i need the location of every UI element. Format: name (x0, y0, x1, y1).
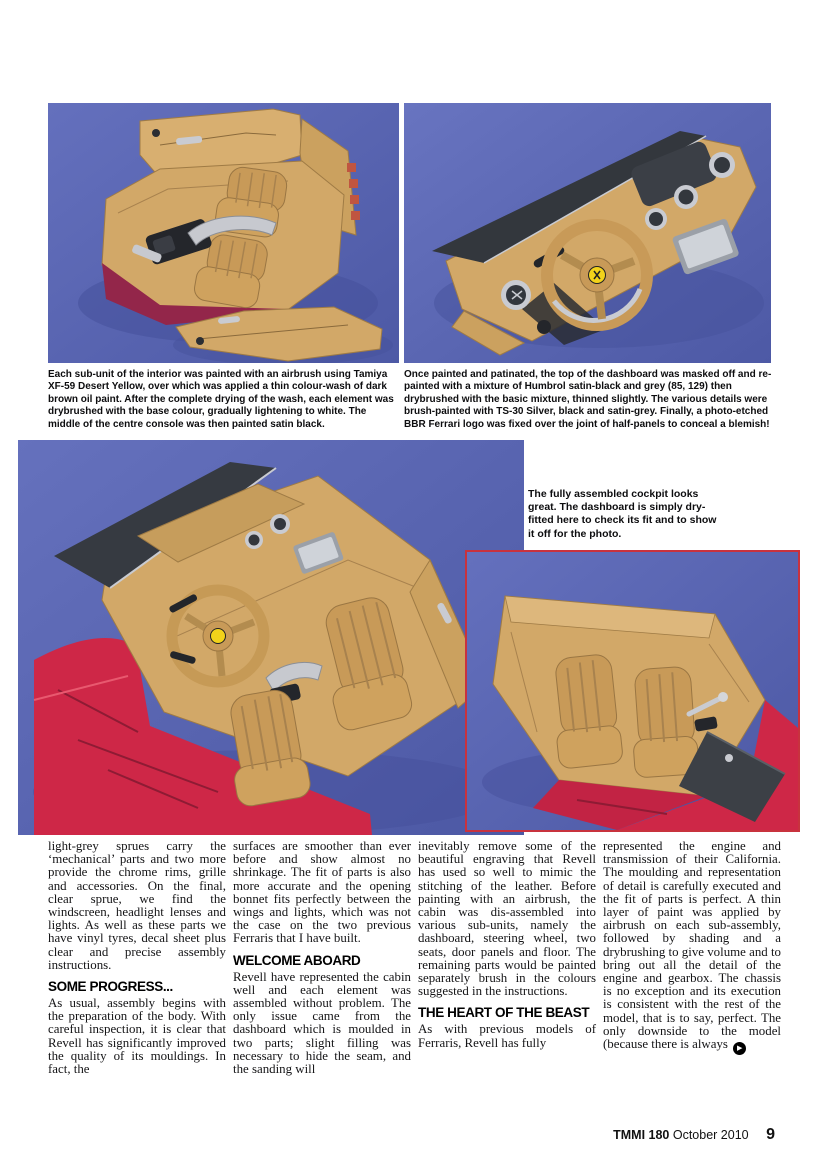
footer-magazine-title: TMMI 180 (613, 1128, 670, 1142)
photo-assembled-cockpit (18, 440, 524, 835)
section-heading-welcome-aboard: WELCOME ABOARD (233, 952, 361, 968)
article-paragraph: inevitably remove some of the beautiful engraving that Revell has used so well to mimic the stitching of the leather. Before painting with an airbrush, the cabin was dis-assembled into various sub-units, namely the dashboard, steering wheel, two seats, door panels and floor. The remaining parts would be painted separately brush in the colours suggested in the instructions. (418, 839, 596, 999)
article-paragraph: light-grey sprues carry the ‘mechanical’ parts and two more provide the chrome rims, grille and accessories. On the final, clear sprue, we find the windscreen, headlight lenses and lights. As well as these parts we have vinyl tyres, decal sheet plus clear and precise assembly instructions. (48, 839, 226, 972)
section-heading-some-progress: SOME PROGRESS... (48, 979, 173, 995)
photo-interior-subunits (48, 103, 399, 363)
assembled-cockpit-image (18, 440, 524, 835)
caption-assembled-cockpit: The fully assembled cockpit looks great. The dashboard is simply dry-fitted here to check its fit and to show it off for the photo. (528, 488, 717, 540)
article-column-2 (233, 840, 411, 1076)
section-heading-heart-of-the-beast: THE HEART OF THE BEAST (418, 1005, 590, 1021)
caption-dashboard: Once painted and patinated, the top of the dashboard was masked off and re-painted with a mixture of Humbrol satin-black and grey (85, 129) then drybrushed with the basic mixture, thinned slightly. The various details were brush-painted with TS-30 Silver, black and satin-grey. Finally, a photo-etched BBR Ferrari logo was fixed over the joint of half-panels to conceal a blemish! (404, 369, 772, 430)
article-paragraph: Revell have represented the cabin well and each element was assembled without problem. The only issue came from the dashboard which is moulded in two parts; slight filling was necessary to hide the seam, and the sanding will (233, 969, 411, 1077)
cockpit-inset-image (467, 552, 798, 830)
footer-issue-date: October 2010 (672, 1128, 749, 1142)
article-paragraph: represented the engine and transmission of their California. The moulding and representation of detail is carefully executed and the fit of parts is perfect. A thin layer of paint was applied by airbrush on each sub-assembly, followed by shading and a drybrushing to give volume and to bring out all the detail of the engine and gearbox. The chassis is no exception and its execution is consistent with the rest of the model, that is to say, perfect. The only downside to the model (because there is always ▶ (603, 840, 781, 1055)
article-paragraph: As with previous models of Ferraris, Revell has fully (418, 1022, 596, 1050)
continued-arrow-icon: ▶ (733, 1042, 746, 1055)
dashboard-image (404, 103, 771, 363)
article-paragraph: surfaces are smoother than ever before and show almost no shrinkage. The fit of parts is also more accurate and the opening bonnet fits perfectly between the wings and lights, which was not the case on the two previous Ferraris that I have built. (233, 839, 411, 946)
caption-interior-subunits: Each sub-unit of the interior was painted with an airbrush using Tamiya XF-59 Desert Yellow, over which was applied a thin colour-wash of dark brown oil paint. After the complete drying of the wash, each element was drybrushed with the base colour, gradually lightening to white. The middle of the centre console was then painted satin black. (48, 369, 394, 430)
article-column-3 (418, 840, 596, 1050)
article-column-4 (603, 840, 781, 1055)
photo-cockpit-inset (465, 550, 800, 832)
photo-dashboard (404, 103, 771, 363)
page-footer (613, 1126, 775, 1144)
article-paragraph: As usual, assembly begins with the preparation of the body. With careful inspection, it is clear that Revell has significantly improved the quality of its mouldings. In fact, the (48, 996, 226, 1077)
interior-subunits-image (48, 103, 399, 363)
footer-page-number: 9 (766, 1126, 775, 1143)
article-column-1 (48, 840, 226, 1076)
